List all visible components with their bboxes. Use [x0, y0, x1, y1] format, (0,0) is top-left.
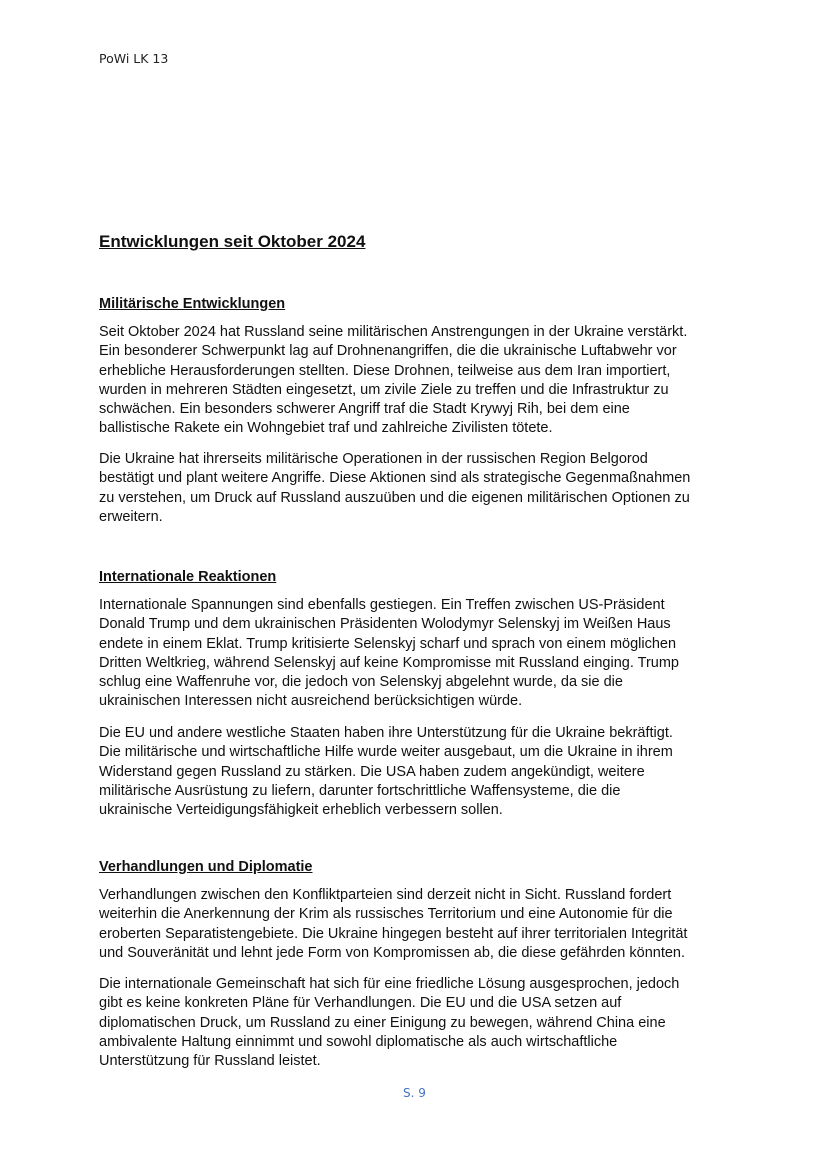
text-line: bestätigt und plant weitere Angriffe. Diese Aktionen sind als strategische Gegenmaßnahmen [99, 470, 691, 487]
text-line: Die Ukraine hat ihrerseits militärische Operationen in der russischen Region Belgorod [99, 451, 648, 467]
text-line: militärische Ausrüstung zu liefern, darunter fortschrittliche Waffensysteme, die die [99, 782, 621, 799]
text-line: schwächen. Ein besonders schwerer Angriff traf die Stadt Krywyj Rih, bei dem eine [99, 401, 630, 418]
text-line: Die EU und andere westliche Staaten haben ihre Unterstützung für die Ukraine bekräftigt. [99, 725, 673, 741]
text-line: und Souveränität und lehnt jede Form von Kompromissen ab, die diese gefährden könnten. [99, 944, 686, 961]
text-line: ukrainische Verteidigungsfähigkeit erheblich verbessern sollen. [99, 802, 503, 819]
paragraph [99, 724, 673, 820]
text-line: endete in einem Eklat. Trump kritisierte Selenskyj scharf und sprach von einem möglichen [99, 635, 677, 652]
paragraph [99, 975, 679, 1071]
text-line: Seit Oktober 2024 hat Russland seine militärischen Anstrengungen in der Ukraine verstärkt. [99, 324, 688, 340]
text-line: Dritten Weltkrieg, während Selenskyj auf keine Kompromisse mit Russland einging. Trump [99, 654, 679, 671]
text-line: gibt es keine konkreten Pläne für Verhandlungen. Die EU und die USA setzen auf [99, 995, 622, 1012]
text-line: diplomatischen Druck, um Russland zu einer Einigung zu bewegen, während China eine [99, 1014, 666, 1031]
text-line: Verhandlungen zwischen den Konfliktparteien sind derzeit nicht in Sicht. Russland fordert [99, 887, 672, 903]
paragraph [99, 450, 690, 527]
section-heading: Verhandlungen und Diplomatie [99, 859, 313, 875]
text-line: ukrainischen Interessen nicht ausreichend berücksichtigen würde. [99, 693, 523, 710]
paragraph [99, 596, 679, 712]
text-line: schlug eine Waffenruhe vor, die jedoch von Selenskyj abgelehnt wurde, da sie die [99, 674, 623, 691]
document-title: Entwicklungen seit Oktober 2024 [99, 232, 366, 251]
text-line: Die internationale Gemeinschaft hat sich für eine friedliche Lösung ausgesprochen, jedoch [99, 976, 680, 992]
page-header: PoWi LK 13 [99, 51, 169, 66]
text-line: eroberten Separatistengebiete. Die Ukraine hingegen besteht auf ihrer territorialen Integrität [99, 925, 688, 942]
text-line: erhebliche Herausforderungen stellten. Diese Drohnen, teilweise aus dem Iran importiert, [99, 362, 671, 379]
text-line: ambivalente Haltung einnimmt und sowohl diplomatische als auch wirtschaftliche [99, 1033, 618, 1050]
section-heading: Internationale Reaktionen [99, 569, 277, 585]
text-line: Die militärische und wirtschaftliche Hilfe wurde weiter ausgebaut, um die Ukraine in ihrem [99, 744, 673, 761]
text-line: Widerstand gegen Russland zu stärken. Die USA haben zudem angekündigt, weitere [99, 763, 645, 780]
text-line: erweitern. [99, 508, 163, 525]
page-number: S. 9 [403, 1086, 426, 1100]
text-line: Donald Trump und dem ukrainischen Präsidenten Wolodymyr Selenskyj im Weißen Haus [99, 616, 671, 633]
text-line: Internationale Spannungen sind ebenfalls gestiegen. Ein Treffen zwischen US-Präsident [99, 597, 665, 613]
text-line: ballistische Rakete ein Wohngebiet traf und zahlreiche Zivilisten tötete. [99, 420, 553, 437]
section-heading: Militärische Entwicklungen [99, 296, 286, 312]
text-line: Unterstützung für Russland leistet. [99, 1053, 321, 1070]
paragraph [99, 323, 687, 439]
text-line: weiterhin die Anerkennung der Krim als russisches Territorium und eine Autonomie für die [99, 906, 673, 923]
text-line: Ein besonderer Schwerpunkt lag auf Drohnenangriffen, die die ukrainische Luftabwehr vor [99, 343, 677, 360]
text-line: wurden in mehreren Städten eingesetzt, um zivile Ziele zu treffen und die Infrastruktur zu [99, 381, 669, 398]
paragraph [99, 886, 687, 963]
text-line: zu verstehen, um Druck auf Russland auszuüben und die eigenen militärischen Optionen zu [99, 489, 690, 506]
